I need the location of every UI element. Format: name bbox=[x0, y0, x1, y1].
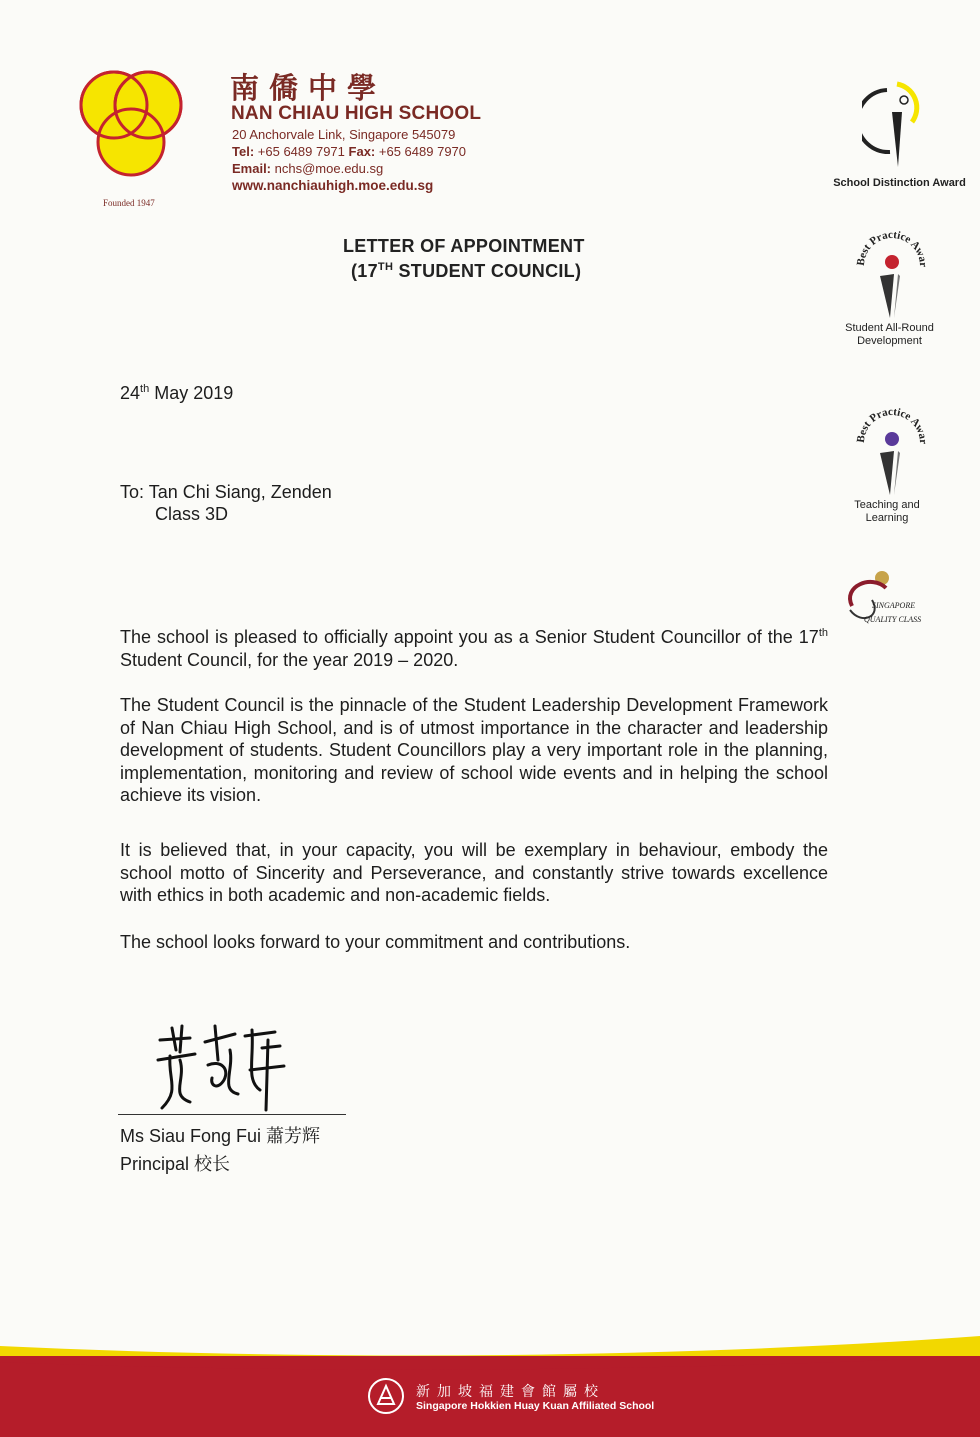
date-rest: May 2019 bbox=[149, 383, 234, 403]
sqc-text-1: SINGAPORE bbox=[872, 601, 916, 610]
footer-chinese-text: 新加坡福建會館屬校 bbox=[416, 1384, 605, 1400]
fax-label: Fax: bbox=[348, 144, 376, 159]
best-practice-arc-text: Best Practice Awar bbox=[856, 405, 928, 445]
paragraph-2: The Student Council is the pinnacle of the Student Leadership Development Framework of Nan Chiau High School, and is of utmost importance in the character and leadership development of students. Student Councillors play a very important role in the planning, implementation, monitoring and review of school wide events and in helping the school achieve its vision. bbox=[120, 695, 828, 805]
caption-line: Learning bbox=[865, 512, 909, 524]
subtitle-suffix: STUDENT COUNCIL) bbox=[393, 261, 582, 281]
website: www.nanchiauhigh.moe.edu.sg bbox=[232, 178, 434, 193]
sqc-text-2: QUALITY CLASS bbox=[864, 615, 922, 624]
p1-superscript: th bbox=[818, 627, 828, 639]
hokkien-huay-kuan-emblem bbox=[366, 1376, 406, 1416]
letter-date bbox=[120, 383, 233, 404]
singapore-quality-class-logo bbox=[842, 566, 932, 632]
handwritten-signature bbox=[150, 1020, 290, 1115]
best-practice-caption-1 bbox=[832, 322, 947, 348]
recipient-line: To: Tan Chi Siang, Zenden bbox=[120, 482, 332, 502]
letter-subtitle bbox=[351, 261, 581, 282]
paragraph-3: It is believed that, in your capacity, you will be exemplary in behaviour, embody the school motto of Sincerity and Perseverance, and constantly strive towards excellence with ethics in both academic and non-academic fields. bbox=[120, 840, 828, 905]
signatory-name: Ms Siau Fong Fui 蕭芳辉 bbox=[120, 1126, 321, 1146]
founded-text: Founded 1947 bbox=[103, 198, 155, 208]
email-value: nchs@moe.edu.sg bbox=[274, 161, 384, 176]
best-practice-award-logo bbox=[856, 395, 928, 495]
p1-text-a: The school is pleased to officially appoint you as a Senior Student Councillor of the 17 bbox=[120, 627, 819, 647]
letter-title: LETTER OF APPOINTMENT bbox=[343, 236, 585, 256]
footer-english-text: Singapore Hokkien Huay Kuan Affiliated School bbox=[416, 1400, 655, 1412]
tel-value: +65 6489 7971 bbox=[257, 144, 345, 159]
p1-text-b: Student Council, for the year 2019 – 2020. bbox=[120, 649, 459, 670]
contact-phone bbox=[232, 144, 466, 160]
caption-line: Teaching and bbox=[854, 499, 920, 511]
school-name: NAN CHIAU HIGH SCHOOL bbox=[231, 103, 482, 124]
tel-label: Tel: bbox=[232, 144, 255, 159]
school-logo bbox=[76, 60, 186, 200]
subtitle-prefix: (17 bbox=[351, 261, 378, 281]
school-distinction-award-caption: School Distinction Award bbox=[833, 177, 966, 189]
signatory-position: Principal 校长 bbox=[120, 1154, 231, 1174]
email-label: Email: bbox=[232, 161, 272, 176]
school-distinction-award-logo bbox=[862, 72, 932, 172]
contact-email bbox=[232, 161, 383, 177]
caption-line: Development bbox=[857, 335, 922, 347]
paragraph-1 bbox=[120, 622, 828, 671]
best-practice-arc-text: Best Practice Awar bbox=[856, 228, 928, 268]
paragraph-4: The school looks forward to your commitment and contributions. bbox=[120, 932, 631, 952]
caption-line: Student All-Round bbox=[845, 322, 934, 334]
best-practice-caption-2 bbox=[832, 499, 942, 525]
recipient-class: Class 3D bbox=[155, 504, 229, 524]
date-day: 24 bbox=[120, 383, 141, 403]
date-superscript: th bbox=[140, 383, 150, 395]
subtitle-superscript: TH bbox=[377, 261, 394, 273]
best-practice-award-logo bbox=[856, 218, 928, 318]
school-name-chinese: 南僑中學 bbox=[230, 71, 387, 105]
school-address: 20 Anchorvale Link, Singapore 545079 bbox=[232, 127, 456, 142]
signature-line bbox=[118, 1114, 346, 1115]
fax-value: +65 6489 7970 bbox=[378, 144, 467, 159]
